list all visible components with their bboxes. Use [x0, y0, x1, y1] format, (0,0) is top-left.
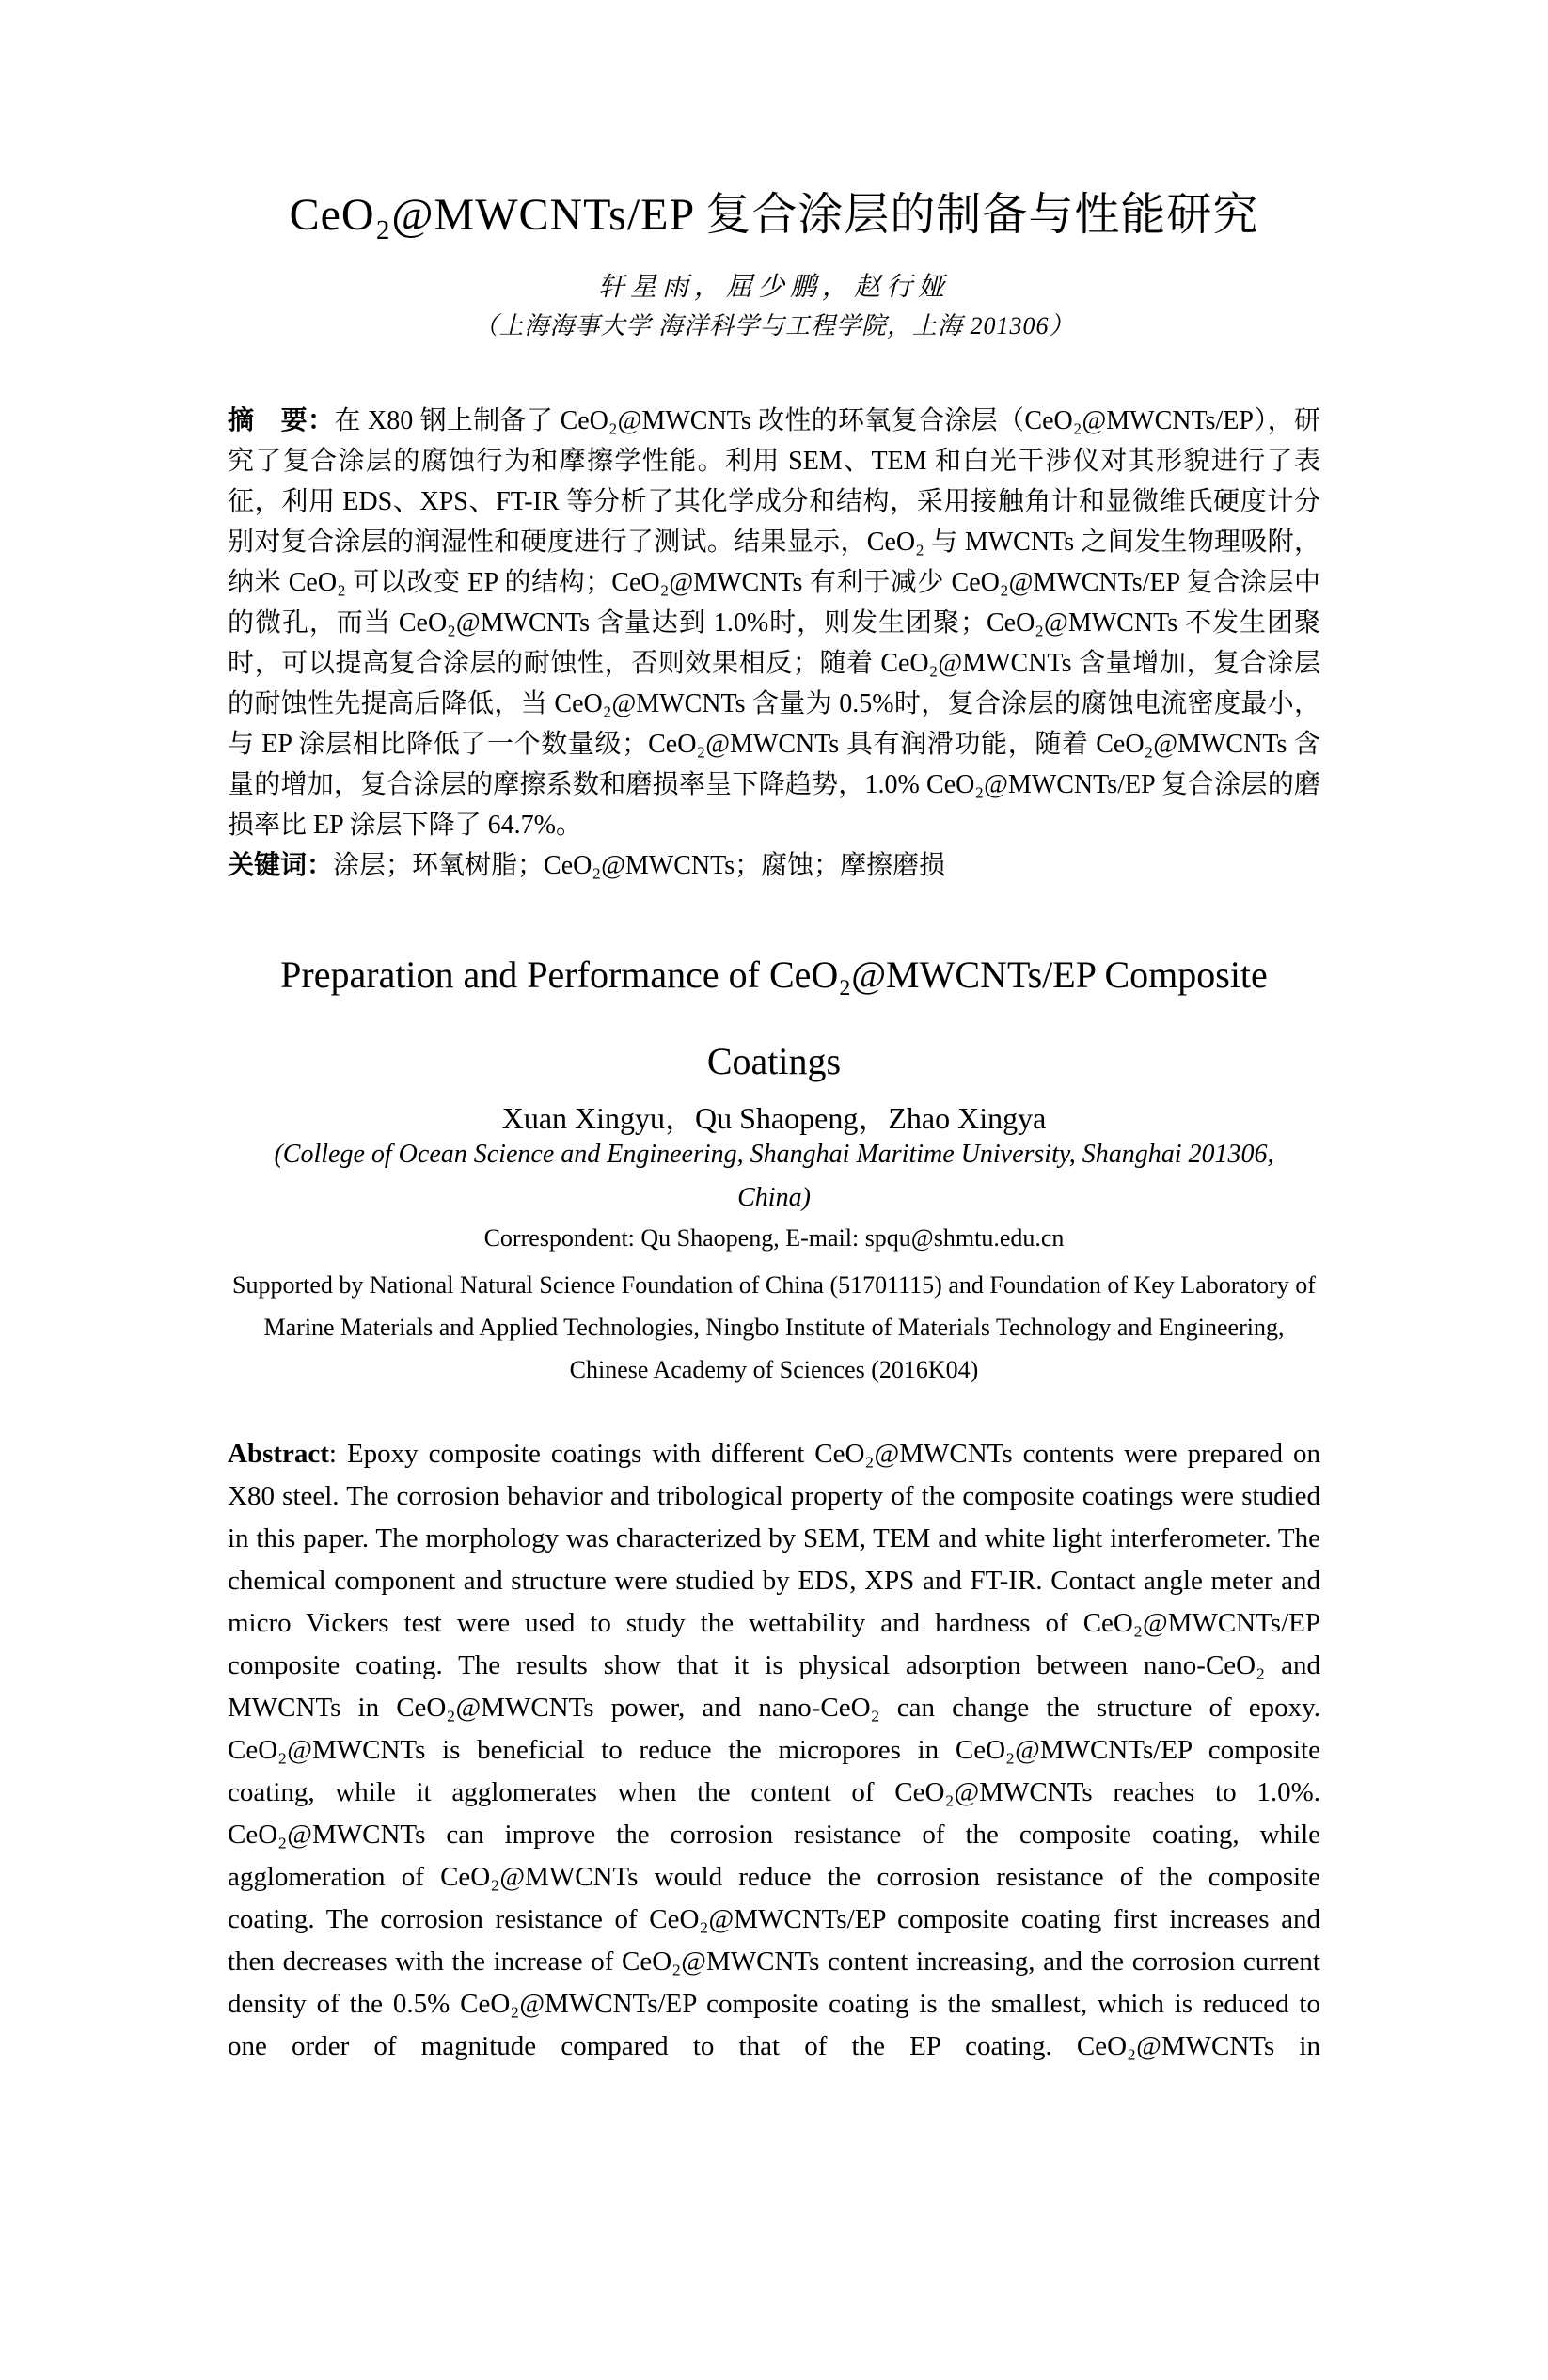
en-paper-title-line2: Coatings — [706, 1040, 842, 1082]
en-affiliation-line1: (College of Ocean Science and Engineering, Shanghai Maritime University, Shanghai 201306, — [274, 1140, 1274, 1169]
en-abstract-text: : Epoxy composite coatings with different CeO₂@MWCNTs contents were prepared on X80 steel. The corrosion behavior and tribological property of the composite coatings were studied in this paper. The morphology was characterized by SEM, TEM and white light interferometer. The chemical component and structure were studied by EDS, XPS and FT-IR. Contact angle meter and micro Vickers test were used to study the wettability and hardness of CeO₂@MWCNTs/EP composite coating. The results show that it is physical adsorption between nano-CeO₂ and MWCNTs in CeO₂@MWCNTs power, and nano-CeO₂ can change the structure of epoxy. CeO₂@MWCNTs is beneficial to reduce the micropores in CeO₂@MWCNTs/EP composite coating, while it agglomerates when the content of CeO₂@MWCNTs reaches to 1.0%. CeO₂@MWCNTs can improve the corrosion resistance of the composite coating, while agglomeration of CeO₂@MWCNTs would reduce the corrosion resistance of the composite coating. The corrosion resistance of CeO₂@MWCNTs/EP composite coating first increases and then decreases with the increase of CeO₂@MWCNTs content increasing, and the corrosion current density of the 0.5% CeO₂@MWCNTs/EP composite coating is the smallest, which is reduced to one order of magnitude compared to that of the EP coating. CeO₂@MWCNTs in — [228, 1439, 1320, 2061]
cn-keywords-label: 关键词： — [228, 851, 334, 880]
funding-note: Supported by National Natural Science Foundation of China (51701115) and Foundation of Key Laboratory of Marine Materials and Applied Technologies, Ningbo Institute of Materials Technology and Engineering, Chinese Academy of Sciences (2016K04) — [232, 1271, 1316, 1383]
cn-abstract — [228, 401, 1320, 845]
cn-authors: 轩星雨，屈少鹏，赵行娅 — [597, 273, 950, 302]
cn-keywords-text: 涂层；环氧树脂；CeO₂@MWCNTs；腐蚀；摩擦磨损 — [333, 851, 946, 880]
cn-keywords — [228, 845, 1320, 886]
en-abstract-label: Abstract — [228, 1439, 329, 1469]
cn-abstract-text: 在 X80 钢上制备了 CeO₂@MWCNTs 改性的环氧复合涂层（CeO₂@MWCNTs/EP），研究了复合涂层的腐蚀行为和摩擦学性能。利用 SEM、TEM 和白光干涉仪对其形貌进行了表征，利用 EDS、XPS、FT-IR 等分析了其化学成分和结构，采用接触角计和显微维氏硬度计分别对复合涂层的润湿性和硬度进行了测试。结果显示，CeO₂ 与 MWCNTs 之间发生物理吸附，纳米 CeO₂ 可以改变 EP 的结构；CeO₂@MWCNTs 有利于减少 CeO₂@MWCNTs/EP 复合涂层中的微孔，而当 CeO₂@MWCNTs 含量达到 1.0%时，则发生团聚；CeO₂@MWCNTs 不发生团聚时，可以提高复合涂层的耐蚀性，否则效果相反；随着 CeO₂@MWCNTs 含量增加，复合涂层的耐蚀性先提高后降低，当 CeO₂@MWCNTs 含量为 0.5%时，复合涂层的腐蚀电流密度最小，与 EP 涂层相比降低了一个数量级；CeO₂@MWCNTs 具有润滑功能，随着 CeO₂@MWCNTs 含量的增加，复合涂层的摩擦系数和磨损率呈下降趋势，1.0% CeO₂@MWCNTs/EP 复合涂层的磨损率比 EP 涂层下降了 64.7%。 — [228, 406, 1320, 840]
en-affiliation-line2: China) — [737, 1183, 811, 1212]
en-authors: Xuan Xingyu，Qu Shaopeng，Zhao Xingya — [501, 1101, 1047, 1135]
paper-page — [228, 188, 1320, 2068]
cn-paper-title: CeO₂@MWCNTs/EP 复合涂层的制备与性能研究 — [289, 190, 1259, 240]
cn-abstract-label: 摘 要： — [228, 406, 335, 435]
en-abstract — [228, 1433, 1320, 2068]
correspondent-line: Correspondent: Qu Shaopeng, E-mail: spqu@shmtu.edu.cn — [483, 1224, 1065, 1252]
en-paper-title-line1: Preparation and Performance of CeO₂@MWCNTs/EP Composite — [280, 954, 1268, 996]
cn-affiliation: （上海海事大学 海洋科学与工程学院，上海 201306） — [473, 312, 1075, 339]
